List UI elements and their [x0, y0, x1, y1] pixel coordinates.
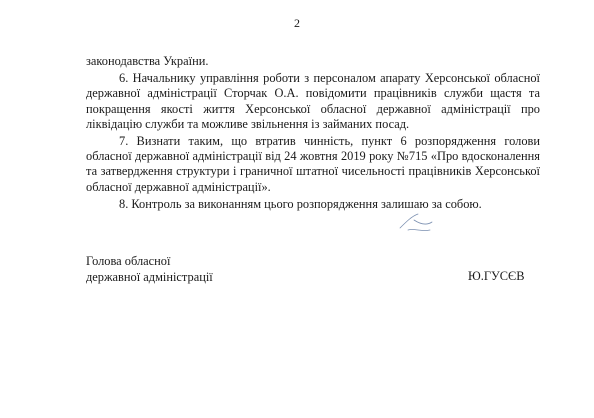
signature-title-line-1: Голова обласної	[86, 254, 171, 268]
paragraph-continuation: законодавства України.	[86, 54, 209, 68]
signature-title	[86, 254, 213, 285]
paragraph-item-7: 7. Визнати таким, що втратив чинність, пункт 6 розпорядження голови обласної державної адміністрації від 24 жовтня 2019 року №715 «Про вдосконалення та затвердження структури і граничної штатної чисельності працівників Херсонської обласної державної адміністрації».	[86, 134, 540, 194]
document-body	[86, 54, 540, 214]
signature-name: Ю.ГУСЄВ	[468, 269, 525, 283]
signature-title-line-2: державної адміністрації	[86, 269, 213, 284]
paragraph-item-6: 6. Начальнику управління роботи з персоналом апарату Херсонської обласної державної адміністрації Сторчак О.А. повідомити працівників служби щастя та покращення якості життя Херсонської обласної державної адміністрації про ліквідацію служби та можливе звільнення із займаних посад.	[86, 71, 540, 131]
paragraph-item-8: 8. Контроль за виконанням цього розпорядження залишаю за собою.	[119, 196, 482, 211]
handwritten-signature-mark	[396, 210, 436, 234]
page-number: 2	[294, 16, 300, 30]
